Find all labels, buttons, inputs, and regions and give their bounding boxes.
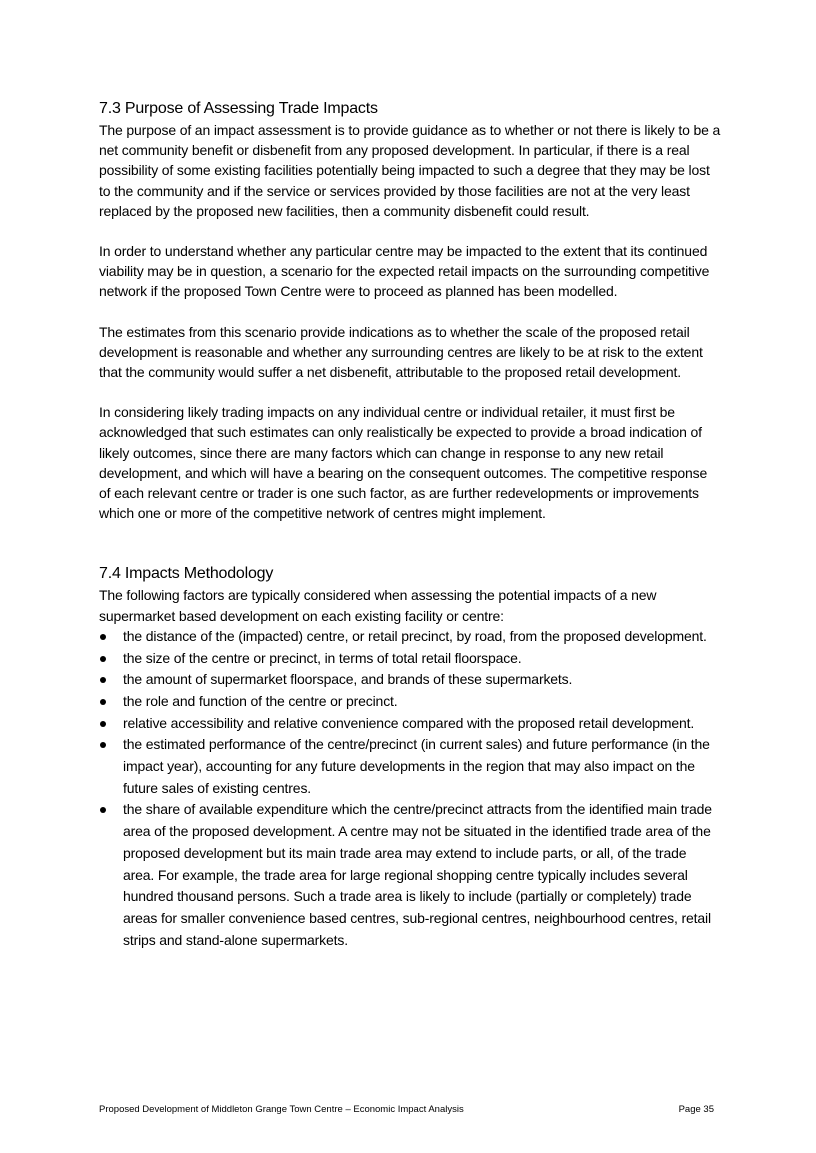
- footer-title: Proposed Development of Middleton Grange Town Centre – Economic Impact Analysis: [99, 1104, 464, 1115]
- section-heading-7-4: 7.4 Impacts Methodology: [99, 565, 274, 583]
- paragraph-methodology-intro: The following factors are typically considered when assessing the potential impacts of a new supermarket based development on each existing facility or centre:: [99, 587, 657, 624]
- list-item: the distance of the (impacted) centre, or retail precinct, by road, from the proposed development.: [123, 627, 707, 644]
- list-item: the amount of supermarket floorspace, and brands of these supermarkets.: [123, 671, 573, 688]
- page-footer: [99, 1104, 714, 1116]
- document-page: [99, 98, 721, 951]
- list-item: the estimated performance of the centre/precinct (in current sales) and future performance (in the impact year), accounting for any future developments in the region that may also impact on the future sales of existing centres.: [123, 736, 710, 796]
- paragraph-estimates: The estimates from this scenario provide indications as to whether the scale of the proposed retail development is reasonable and whether any surrounding centres are likely to be at risk to the extent that the community would suffer a net disbenefit, attributable to the proposed retail development.: [99, 323, 703, 381]
- list-item: the role and function of the centre or precinct.: [123, 692, 398, 709]
- paragraph-trading-impacts: In considering likely trading impacts on any individual centre or individual retailer, it must first be acknowledged that such estimates can only realistically be expected to provide a broad indication of likely outcomes, since there are many factors which can change in response to any new retail development, and which will have a bearing on the consequent outcomes. The competitive response of each relevant centre or trader is one such factor, as are further redevelopments or improvements which one or more of the competitive network of centres might implement.: [99, 404, 708, 522]
- paragraph-scenario: In order to understand whether any particular centre may be impacted to the extent that its continued viability may be in question, a scenario for the expected retail impacts on the surrounding competitive network if the proposed Town Centre were to proceed as planned has been modelled.: [99, 243, 710, 300]
- section-heading-7-3: 7.3 Purpose of Assessing Trade Impacts: [99, 100, 378, 117]
- paragraph-purpose: The purpose of an impact assessment is to provide guidance as to whether or not there is likely to be a net community benefit or disbenefit from any proposed development. In particular, if there is a real possibility of some existing facilities potentially being impacted to such a degree that they may be lost to the community and if the service or services provided by those facilities are not at the very least replaced by the proposed new facilities, then a community disbenefit could result.: [99, 122, 721, 219]
- list-item: the share of available expenditure which the centre/precinct attracts from the identified main trade area of the proposed development. A centre may not be situated in the identified trade area of the proposed development but its main trade area may extend to include parts, or all, of the trade area. For example, the trade area for large regional shopping centre typically includes several hundred thousand persons. Such a trade area is likely to include (partially or completely) trade areas for smaller convenience based centres, sub-regional centres, neighbourhood centres, retail strips and stand-alone supermarkets.: [123, 801, 712, 948]
- list-item: the size of the centre or precinct, in terms of total retail floorspace.: [123, 649, 522, 666]
- page-number: Page 35: [678, 1104, 714, 1115]
- factors-list: [99, 626, 721, 952]
- list-item: relative accessibility and relative convenience compared with the proposed retail development.: [123, 714, 695, 731]
